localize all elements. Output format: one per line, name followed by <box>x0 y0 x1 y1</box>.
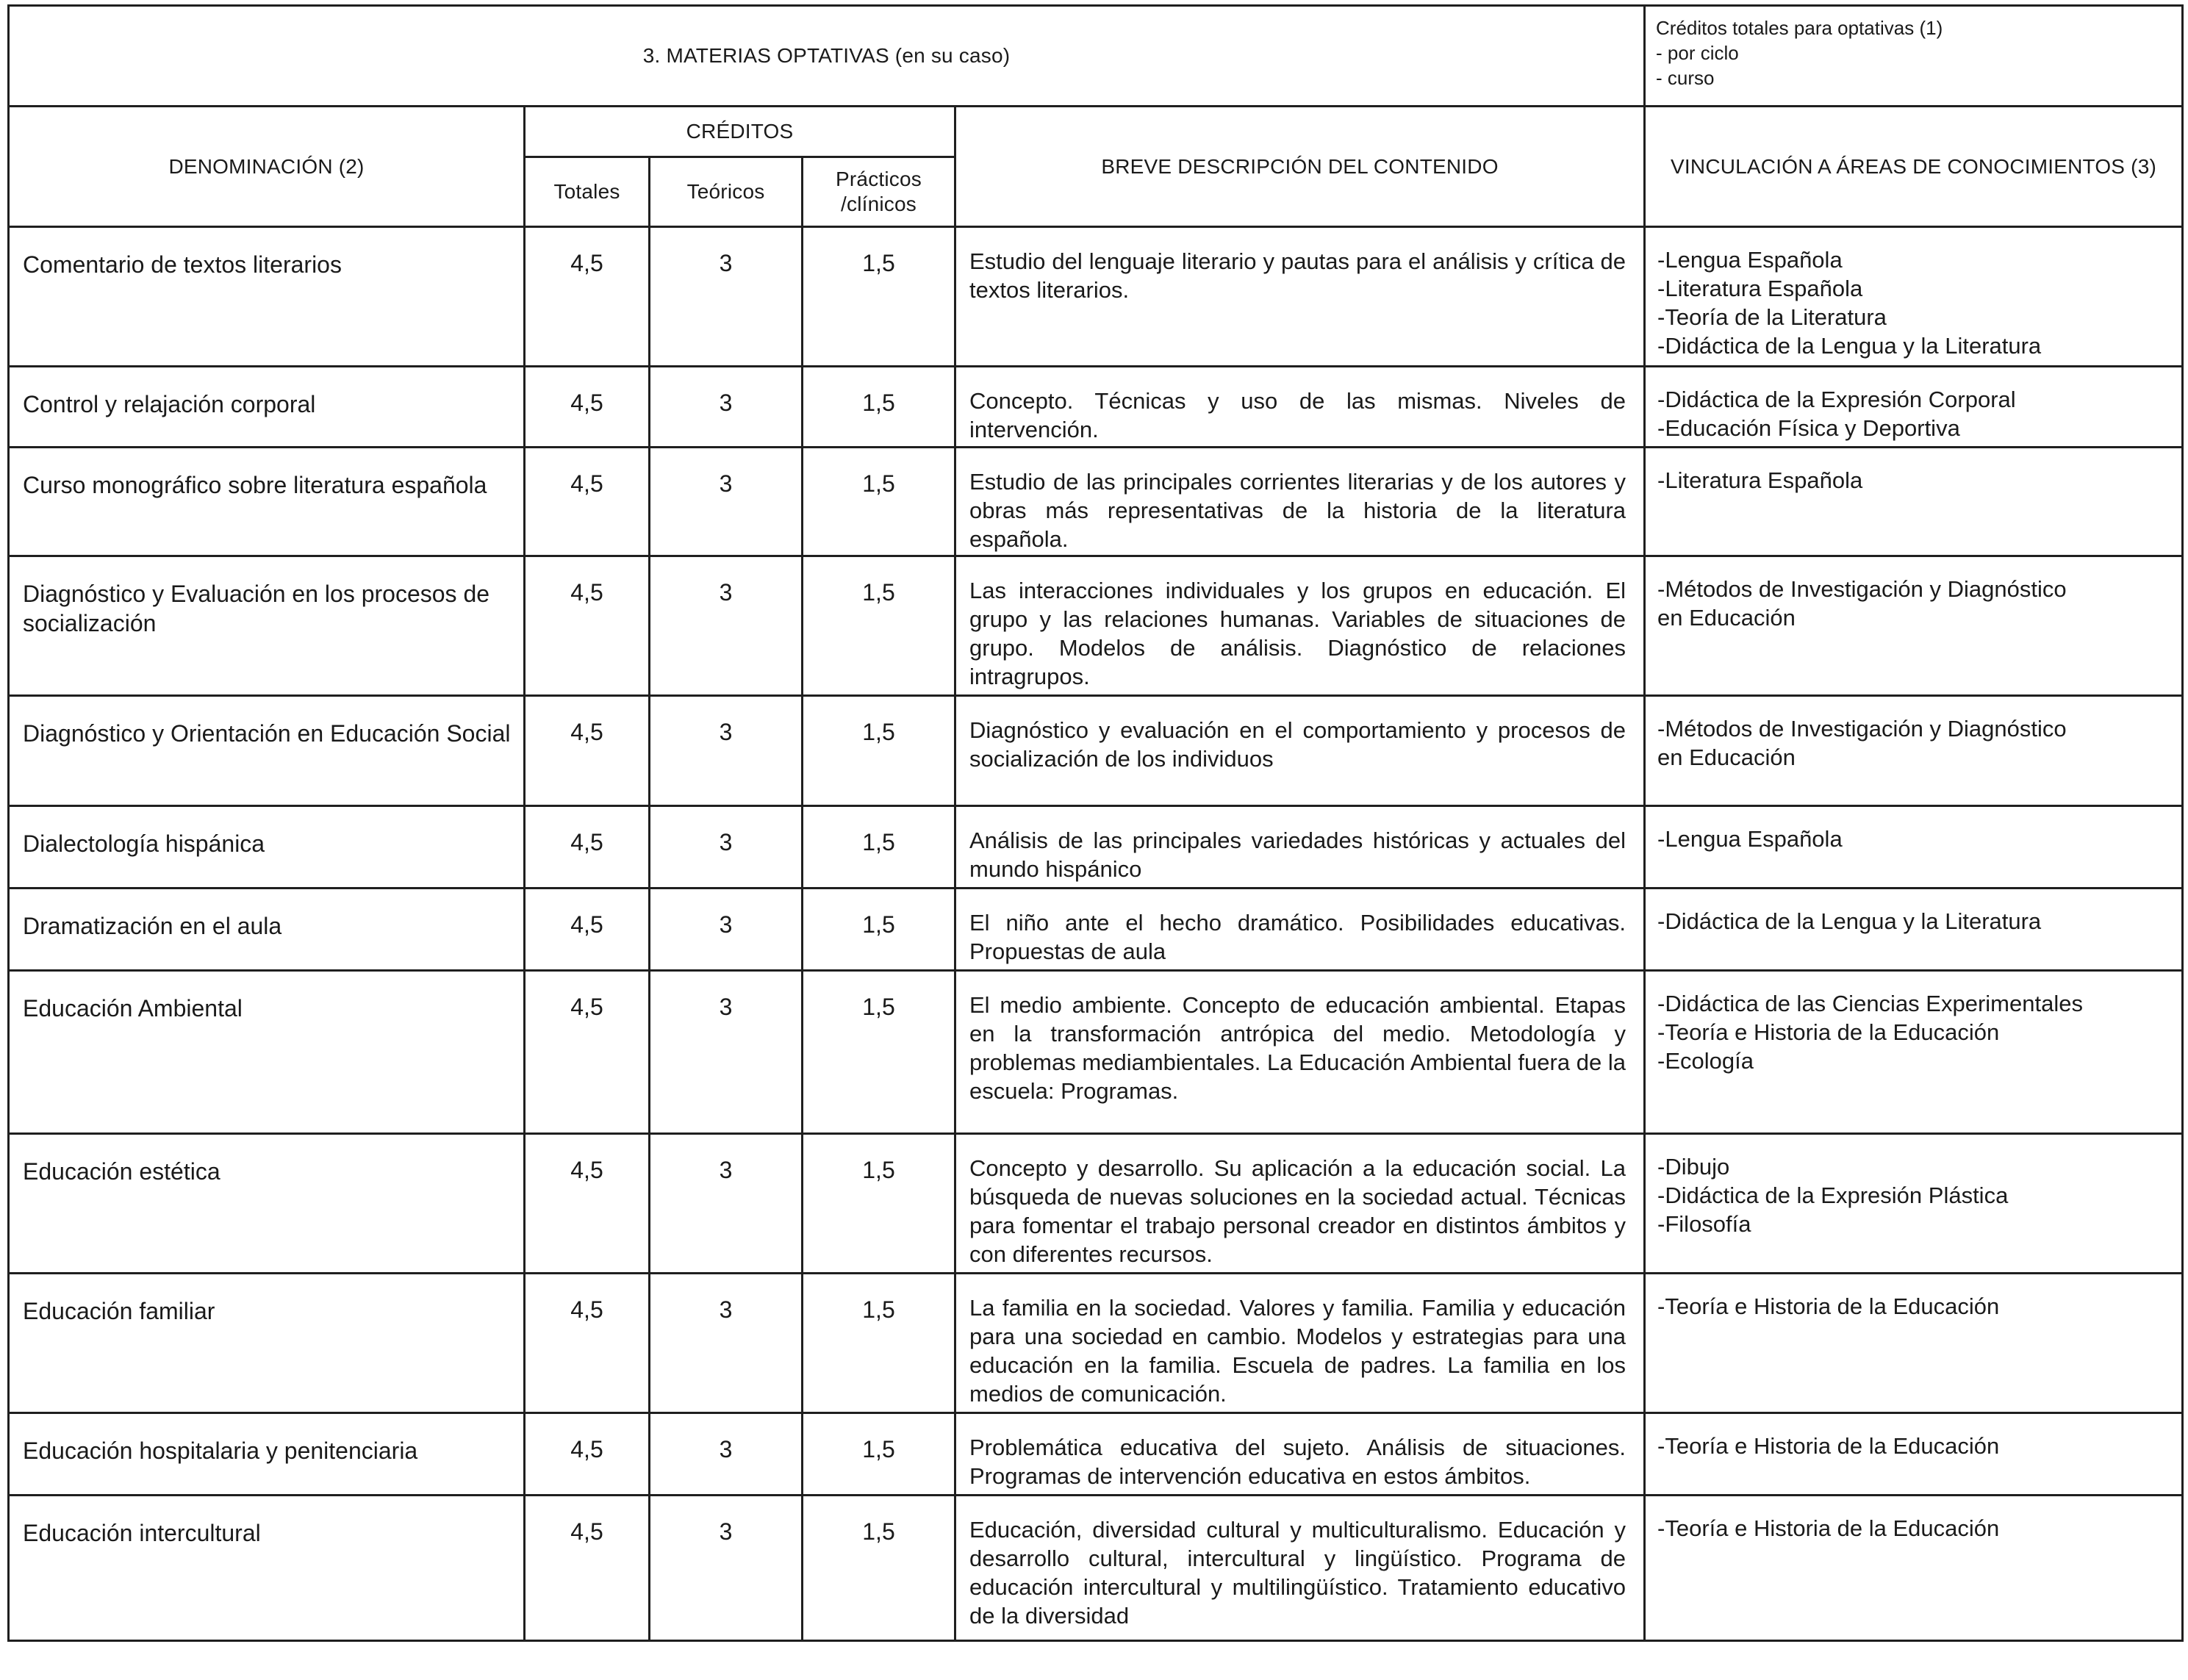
knowledge-areas-cell <box>1645 367 2183 448</box>
knowledge-area-item: -Teoría e Historia de la Educación <box>1657 1019 2000 1045</box>
description-cell: Estudio de las principales corrientes literarias y de los autores y obras más representativas de la historia de la literatura española. <box>955 448 1645 556</box>
table-row <box>9 889 2183 971</box>
description-cell: La familia en la sociedad. Valores y familia. Familia y educación para una sociedad en cambio. Modelos y estrategias para una educación en la familia. Escuela de padres. La familia en los medios de comunicación. <box>955 1274 1645 1413</box>
subject-name-cell: Dialectología hispánica <box>9 806 525 889</box>
credits-theory-cell: 3 <box>650 806 803 889</box>
knowledge-area-item: -Literatura Española <box>1657 276 1863 301</box>
knowledge-areas-cell <box>1645 1496 2183 1641</box>
knowledge-area-item: en Educación <box>1657 744 1796 770</box>
description-cell: Concepto y desarrollo. Su aplicación a la educación social. La búsqueda de nuevas soluciones en la sociedad actual. Técnicas para fomentar el trabajo personal creador en distintos ámbitos y con diferentes recursos. <box>955 1134 1645 1274</box>
knowledge-area-item: -Teoría e Historia de la Educación <box>1657 1515 2000 1541</box>
description-cell: Análisis de las principales variedades históricas y actuales del mundo hispánico <box>955 806 1645 889</box>
subject-name-cell: Control y relajación corporal <box>9 367 525 448</box>
knowledge-areas-cell <box>1645 1134 2183 1274</box>
table-row <box>9 227 2183 367</box>
table-row <box>9 971 2183 1134</box>
credits-totals-cell: 4,5 <box>525 1496 650 1641</box>
credits-totals-cell: 4,5 <box>525 448 650 556</box>
description-cell: Diagnóstico y evaluación en el comportamiento y procesos de socialización de los individuos <box>955 696 1645 806</box>
knowledge-area-item: -Didáctica de la Lengua y la Literatura <box>1657 908 2042 934</box>
description-cell: Concepto. Técnicas y uso de las mismas. Niveles de intervención. <box>955 367 1645 448</box>
table-body <box>9 227 2183 1641</box>
credits-practice-cell: 1,5 <box>803 1274 955 1413</box>
description-cell: Educación, diversidad cultural y multiculturalismo. Educación y desarrollo cultural, intercultural y lingüístico. Programa de educación intercultural y multilingüístico. Tratamiento educativo de la diversidad <box>955 1496 1645 1641</box>
credits-totals-cell: 4,5 <box>525 1134 650 1274</box>
knowledge-area-item: -Dibujo <box>1657 1154 1730 1180</box>
table-row <box>9 448 2183 556</box>
table-row <box>9 1496 2183 1641</box>
credits-total-box <box>1645 6 2183 107</box>
practice-label-line2: /clínicos <box>841 193 917 215</box>
knowledge-areas-cell <box>1645 1413 2183 1496</box>
knowledge-area-item: -Didáctica de la Expresión Plástica <box>1657 1182 2009 1208</box>
credits-theory-cell: 3 <box>650 1274 803 1413</box>
credits-practice-cell: 1,5 <box>803 1413 955 1496</box>
credits-theory-cell: 3 <box>650 889 803 971</box>
knowledge-area-item: -Métodos de Investigación y Diagnóstico <box>1657 716 2067 742</box>
knowledge-areas-cell <box>1645 806 2183 889</box>
subject-name-cell: Educación hospitalaria y penitenciaria <box>9 1413 525 1496</box>
description-cell: Problemática educativa del sujeto. Análisis de situaciones. Programas de intervención educativa en estos ámbitos. <box>955 1413 1645 1496</box>
credits-totals-cell: 4,5 <box>525 806 650 889</box>
per-course-label: - curso <box>1656 67 1715 89</box>
credits-totals-cell: 4,5 <box>525 367 650 448</box>
knowledge-area-item: -Teoría e Historia de la Educación <box>1657 1293 2000 1319</box>
credits-practice-cell: 1,5 <box>803 1134 955 1274</box>
knowledge-area-item: -Educación Física y Deportiva <box>1657 415 1960 441</box>
subject-name-cell: Dramatización en el aula <box>9 889 525 971</box>
column-header-practice <box>803 157 955 227</box>
credits-totals-cell: 4,5 <box>525 1413 650 1496</box>
credits-practice-cell: 1,5 <box>803 971 955 1134</box>
knowledge-area-item: -Didáctica de la Lengua y la Literatura <box>1657 333 2042 359</box>
description-cell: Las interacciones individuales y los grupos en educación. El grupo y las relaciones humanas. Variables de situaciones de grupo. Modelos de análisis. Diagnóstico de relaciones intragrupos. <box>955 556 1645 696</box>
title-row <box>9 6 2183 107</box>
subject-name-cell: Comentario de textos literarios <box>9 227 525 367</box>
subject-name-cell: Diagnóstico y Orientación en Educación Social <box>9 696 525 806</box>
knowledge-area-item: -Lengua Española <box>1657 826 1843 852</box>
credits-practice-cell: 1,5 <box>803 806 955 889</box>
knowledge-area-item: -Teoría de la Literatura <box>1657 304 1887 330</box>
knowledge-area-item: -Teoría e Historia de la Educación <box>1657 1433 2000 1459</box>
credits-totals-cell: 4,5 <box>525 971 650 1134</box>
credits-practice-cell: 1,5 <box>803 696 955 806</box>
credits-totals-cell: 4,5 <box>525 1274 650 1413</box>
credits-totals-cell: 4,5 <box>525 696 650 806</box>
knowledge-area-item: -Métodos de Investigación y Diagnóstico <box>1657 576 2067 602</box>
column-header-name: DENOMINACIÓN (2) <box>9 107 525 227</box>
knowledge-areas-cell <box>1645 556 2183 696</box>
credits-theory-cell: 3 <box>650 1496 803 1641</box>
knowledge-area-item: -Didáctica de las Ciencias Experimentales <box>1657 991 2083 1016</box>
column-header-row <box>9 107 2183 157</box>
column-header-areas: VINCULACIÓN A ÁREAS DE CONOCIMIENTOS (3) <box>1645 107 2183 227</box>
table-title: 3. MATERIAS OPTATIVAS (en su caso) <box>9 6 1645 107</box>
column-header-totals: Totales <box>525 157 650 227</box>
knowledge-areas-cell <box>1645 696 2183 806</box>
credits-practice-cell: 1,5 <box>803 227 955 367</box>
column-header-credits: CRÉDITOS <box>525 107 955 157</box>
knowledge-area-item: en Educación <box>1657 605 1796 631</box>
description-cell: Estudio del lenguaje literario y pautas para el análisis y crítica de textos literarios. <box>955 227 1645 367</box>
knowledge-areas-cell <box>1645 448 2183 556</box>
table-row <box>9 696 2183 806</box>
column-header-description: BREVE DESCRIPCIÓN DEL CONTENIDO <box>955 107 1645 227</box>
subject-name-cell: Educación estética <box>9 1134 525 1274</box>
per-cycle-label: - por ciclo <box>1656 42 1739 64</box>
description-cell: El niño ante el hecho dramático. Posibilidades educativas. Propuestas de aula <box>955 889 1645 971</box>
table-row <box>9 806 2183 889</box>
table-row <box>9 1413 2183 1496</box>
subject-name-cell: Diagnóstico y Evaluación en los procesos de socialización <box>9 556 525 696</box>
credits-theory-cell: 3 <box>650 448 803 556</box>
credits-practice-cell: 1,5 <box>803 448 955 556</box>
credits-practice-cell: 1,5 <box>803 1496 955 1641</box>
credits-totals-cell: 4,5 <box>525 556 650 696</box>
knowledge-area-item: -Lengua Española <box>1657 247 1843 273</box>
knowledge-area-item: -Didáctica de la Expresión Corporal <box>1657 387 2016 412</box>
credits-totals-cell: 4,5 <box>525 227 650 367</box>
credits-theory-cell: 3 <box>650 556 803 696</box>
column-header-theory: Teóricos <box>650 157 803 227</box>
subject-name-cell: Educación intercultural <box>9 1496 525 1641</box>
table-row <box>9 556 2183 696</box>
credits-total-label: Créditos totales para optativas (1) <box>1656 17 1943 39</box>
knowledge-areas-cell <box>1645 1274 2183 1413</box>
knowledge-areas-cell <box>1645 889 2183 971</box>
credits-theory-cell: 3 <box>650 1134 803 1274</box>
credits-practice-cell: 1,5 <box>803 889 955 971</box>
subject-name-cell: Educación familiar <box>9 1274 525 1413</box>
description-cell: El medio ambiente. Concepto de educación ambiental. Etapas en la transformación antrópica del medio. Metodología y problemas mediambientales. La Educación Ambiental fuera de la escuela: Programas. <box>955 971 1645 1134</box>
table-row <box>9 1274 2183 1413</box>
knowledge-areas-cell <box>1645 971 2183 1134</box>
credits-totals-cell: 4,5 <box>525 889 650 971</box>
credits-practice-cell: 1,5 <box>803 556 955 696</box>
subject-name-cell: Curso monográfico sobre literatura española <box>9 448 525 556</box>
credits-theory-cell: 3 <box>650 971 803 1134</box>
credits-theory-cell: 3 <box>650 696 803 806</box>
knowledge-area-item: -Literatura Española <box>1657 467 1863 493</box>
subject-name-cell: Educación Ambiental <box>9 971 525 1134</box>
optional-subjects-table <box>7 4 2184 1642</box>
knowledge-areas-cell <box>1645 227 2183 367</box>
credits-theory-cell: 3 <box>650 227 803 367</box>
practice-label-line1: Prácticos <box>836 168 922 190</box>
knowledge-area-item: -Filosofía <box>1657 1211 1751 1237</box>
credits-theory-cell: 3 <box>650 1413 803 1496</box>
table-row <box>9 367 2183 448</box>
credits-practice-cell: 1,5 <box>803 367 955 448</box>
knowledge-area-item: -Ecología <box>1657 1048 1754 1074</box>
table-row <box>9 1134 2183 1274</box>
credits-theory-cell: 3 <box>650 367 803 448</box>
